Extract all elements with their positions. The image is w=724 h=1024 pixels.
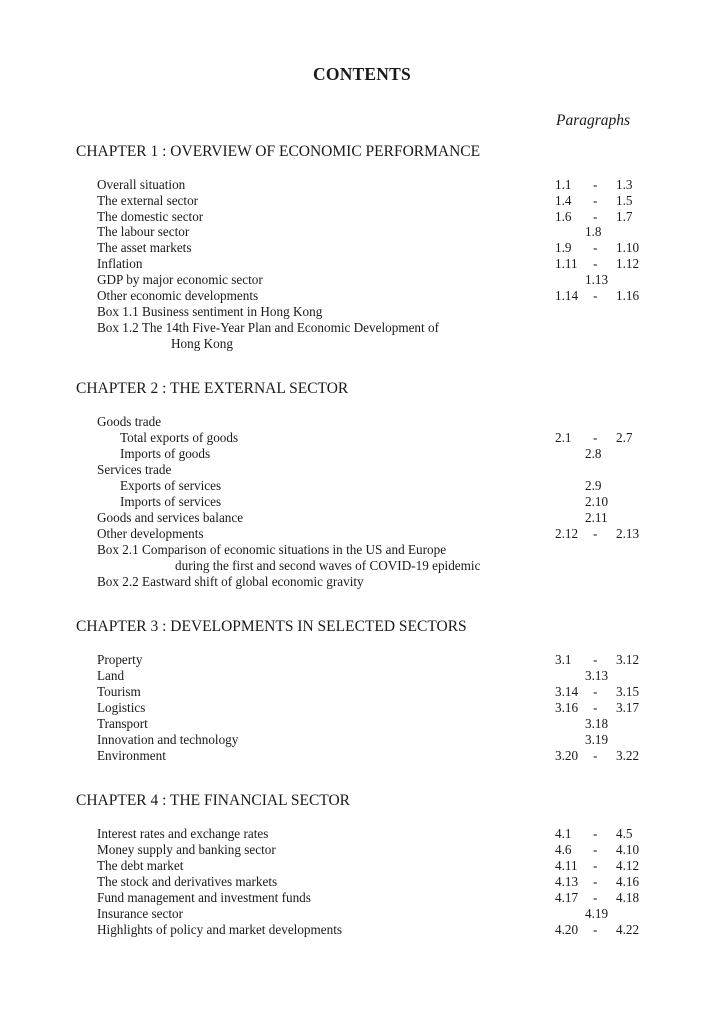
toc-entry-label: Box 1.1 Business sentiment in Hong Kong (97, 304, 323, 319)
paragraph-range-end: 1.3 (616, 177, 633, 192)
paragraph-range-end: 3.17 (616, 700, 640, 715)
paragraph-range (555, 272, 645, 288)
toc-entry (0, 874, 724, 890)
toc-entry (0, 272, 724, 288)
paragraph-range (555, 193, 645, 209)
paragraph-range-end: 4.18 (616, 890, 640, 905)
toc-entry-label: GDP by major economic sector (97, 272, 263, 287)
paragraph-range (555, 652, 645, 668)
toc-entry (0, 652, 724, 668)
paragraph-range-dash: - (593, 240, 598, 255)
paragraph-range-end: 2.7 (616, 430, 633, 445)
toc-entry-label: The debt market (97, 858, 184, 873)
paragraph-range-dash: - (593, 193, 598, 208)
toc-entry-label: Environment (97, 748, 166, 763)
paragraph-range-start: 3.1 (555, 652, 572, 667)
toc-entry (0, 890, 724, 906)
toc-entry-label: Fund management and investment funds (97, 890, 311, 905)
paragraph-range-end: 1.5 (616, 193, 633, 208)
paragraph-range-dash: - (593, 842, 598, 857)
toc-entry-label: Land (97, 668, 125, 683)
toc-entry-label: Imports of services (120, 494, 222, 509)
paragraph-range (555, 494, 645, 510)
paragraph-range-end: 3.22 (616, 748, 640, 763)
paragraph-range-start: 1.14 (555, 288, 579, 303)
paragraph-range-dash: - (593, 890, 598, 905)
toc-entry-label: Tourism (97, 684, 141, 699)
paragraph-range-end: 1.7 (616, 209, 633, 224)
toc-entry (0, 684, 724, 700)
paragraph-range-dash: - (593, 874, 598, 889)
paragraph-number: 4.19 (585, 906, 609, 921)
toc-entry-label: during the first and second waves of COVID-19 epidemic (175, 558, 481, 573)
paragraph-range (555, 256, 645, 272)
paragraph-range (555, 209, 645, 225)
paragraph-range-dash: - (593, 526, 598, 541)
paragraph-number: 3.19 (585, 732, 609, 747)
page-title: CONTENTS (313, 64, 411, 84)
paragraph-range-end: 4.16 (616, 874, 640, 889)
toc-entry-label: Money supply and banking sector (97, 842, 276, 857)
toc-entry-label: Interest rates and exchange rates (97, 826, 269, 841)
paragraph-range-start: 2.1 (555, 430, 572, 445)
toc-entry (0, 700, 724, 716)
toc-entry-label: The domestic sector (97, 209, 204, 224)
toc-entry-label: Box 2.2 Eastward shift of global economic gravity (97, 574, 364, 589)
paragraph-range (555, 890, 645, 906)
paragraphs-column-header: Paragraphs (556, 112, 631, 129)
chapter-heading: CHAPTER 2 : THE EXTERNAL SECTOR (76, 380, 349, 397)
paragraph-range-dash: - (593, 288, 598, 303)
toc-entry (0, 526, 724, 542)
paragraph-range (555, 700, 645, 716)
paragraph-range-dash: - (593, 858, 598, 873)
paragraph-range (555, 240, 645, 256)
chapter-heading: CHAPTER 4 : THE FINANCIAL SECTOR (76, 792, 350, 809)
toc-entry (0, 336, 724, 352)
paragraph-range-end: 4.10 (616, 842, 640, 857)
paragraph-range (555, 430, 645, 446)
toc-entry (0, 716, 724, 732)
paragraph-range-dash: - (593, 826, 598, 841)
toc-entry (0, 224, 724, 240)
paragraph-range (555, 732, 645, 748)
toc-entry-label: Goods and services balance (97, 510, 244, 525)
paragraph-range (555, 748, 645, 764)
toc-entry-label: Inflation (97, 256, 143, 271)
toc-entry-label: Imports of goods (120, 446, 211, 461)
paragraph-number: 2.8 (585, 446, 602, 461)
toc-entry-label: The external sector (97, 193, 199, 208)
toc-entry-label: Logistics (97, 700, 146, 715)
toc-entry (0, 430, 724, 446)
toc-entry (0, 574, 724, 590)
paragraph-number: 1.13 (585, 272, 609, 287)
toc-entry (0, 240, 724, 256)
toc-entry-label: The asset markets (97, 240, 192, 255)
chapter-heading: CHAPTER 3 : DEVELOPMENTS IN SELECTED SECTORS (76, 618, 467, 635)
paragraph-range-dash: - (593, 430, 598, 445)
toc-entry (0, 462, 724, 478)
toc-entry (0, 558, 724, 574)
paragraph-range-dash: - (593, 922, 598, 937)
toc-entry (0, 542, 724, 558)
toc-entry (0, 858, 724, 874)
toc-entry (0, 510, 724, 526)
paragraph-range (555, 446, 645, 462)
paragraph-range-end: 1.10 (616, 240, 640, 255)
paragraph-range (555, 510, 645, 526)
paragraph-range-start: 1.1 (555, 177, 572, 192)
toc-entry (0, 193, 724, 209)
toc-entry (0, 414, 724, 430)
toc-entry-label: The stock and derivatives markets (97, 874, 278, 889)
toc-entry (0, 826, 724, 842)
toc-entry (0, 177, 724, 193)
toc-entry (0, 906, 724, 922)
paragraph-range-start: 2.12 (555, 526, 579, 541)
toc-entry (0, 732, 724, 748)
paragraph-range (555, 716, 645, 732)
toc-entry (0, 304, 724, 320)
toc-entry-label: Overall situation (97, 177, 186, 192)
toc-entry-label: Insurance sector (97, 906, 184, 921)
paragraph-range (555, 874, 645, 890)
toc-entry (0, 209, 724, 225)
paragraph-range-start: 4.13 (555, 874, 579, 889)
paragraph-range-end: 3.12 (616, 652, 640, 667)
paragraph-range-end: 4.5 (616, 826, 633, 841)
toc-entry (0, 446, 724, 462)
paragraph-range-start: 1.9 (555, 240, 572, 255)
paragraph-number: 1.8 (585, 224, 602, 239)
paragraph-range-start: 1.4 (555, 193, 572, 208)
toc-entry-label: Property (97, 652, 143, 667)
paragraph-range-start: 4.1 (555, 826, 572, 841)
paragraph-range-start: 3.14 (555, 684, 579, 699)
toc-entry-label: Highlights of policy and market developments (97, 922, 343, 937)
paragraph-number: 2.9 (585, 478, 602, 493)
paragraph-number: 3.13 (585, 668, 609, 683)
paragraph-range (555, 684, 645, 700)
toc-entry (0, 478, 724, 494)
paragraph-range-end: 2.13 (616, 526, 640, 541)
paragraph-number: 2.10 (585, 494, 609, 509)
toc-entry (0, 288, 724, 304)
paragraph-range (555, 826, 645, 842)
toc-entry (0, 320, 724, 336)
paragraph-range (555, 224, 645, 240)
paragraph-range-start: 4.20 (555, 922, 579, 937)
toc-entry (0, 256, 724, 272)
paragraph-range-dash: - (593, 177, 598, 192)
toc-entry-label: Innovation and technology (97, 732, 239, 747)
paragraph-range-dash: - (593, 256, 598, 271)
paragraph-range (555, 922, 645, 938)
paragraph-range-dash: - (593, 700, 598, 715)
paragraph-range (555, 668, 645, 684)
paragraph-range-start: 4.11 (555, 858, 578, 873)
paragraph-range-start: 4.6 (555, 842, 572, 857)
paragraph-range-end: 1.12 (616, 256, 640, 271)
toc-entry-label: Exports of services (120, 478, 222, 493)
paragraph-range (555, 288, 645, 304)
toc-entry (0, 494, 724, 510)
paragraph-range-end: 4.12 (616, 858, 640, 873)
toc-entry-label: Hong Kong (171, 336, 233, 351)
paragraph-range-start: 3.20 (555, 748, 579, 763)
toc-entry-label: Other economic developments (97, 288, 259, 303)
toc-entry (0, 842, 724, 858)
toc-entry-label: Box 2.1 Comparison of economic situations in the US and Europe (97, 542, 447, 557)
toc-entry-label: Other developments (97, 526, 204, 541)
paragraph-range (555, 906, 645, 922)
toc-entry-label: The labour sector (97, 224, 190, 239)
paragraph-number: 2.11 (585, 510, 608, 525)
paragraph-range-start: 1.11 (555, 256, 578, 271)
paragraph-range-start: 1.6 (555, 209, 572, 224)
toc-entry-label: Services trade (97, 462, 172, 477)
toc-entry (0, 668, 724, 684)
paragraph-range-end: 1.16 (616, 288, 640, 303)
paragraph-range-end: 3.15 (616, 684, 640, 699)
paragraph-range (555, 177, 645, 193)
paragraph-range-start: 4.17 (555, 890, 579, 905)
chapter-heading: CHAPTER 1 : OVERVIEW OF ECONOMIC PERFORMANCE (76, 143, 481, 160)
paragraph-range (555, 478, 645, 494)
paragraph-range (555, 526, 645, 542)
paragraph-number: 3.18 (585, 716, 609, 731)
toc-entry (0, 922, 724, 938)
paragraph-range (555, 842, 645, 858)
toc-entry-label: Transport (97, 716, 148, 731)
paragraph-range-dash: - (593, 684, 598, 699)
paragraph-range (555, 858, 645, 874)
toc-entry (0, 748, 724, 764)
paragraph-range-end: 4.22 (616, 922, 640, 937)
toc-entry-label: Goods trade (97, 414, 162, 429)
toc-entry-label: Box 1.2 The 14th Five-Year Plan and Economic Development of (97, 320, 439, 335)
paragraph-range-dash: - (593, 652, 598, 667)
paragraph-range-dash: - (593, 748, 598, 763)
toc-entry-label: Total exports of goods (120, 430, 239, 445)
paragraph-range-dash: - (593, 209, 598, 224)
paragraph-range-start: 3.16 (555, 700, 579, 715)
